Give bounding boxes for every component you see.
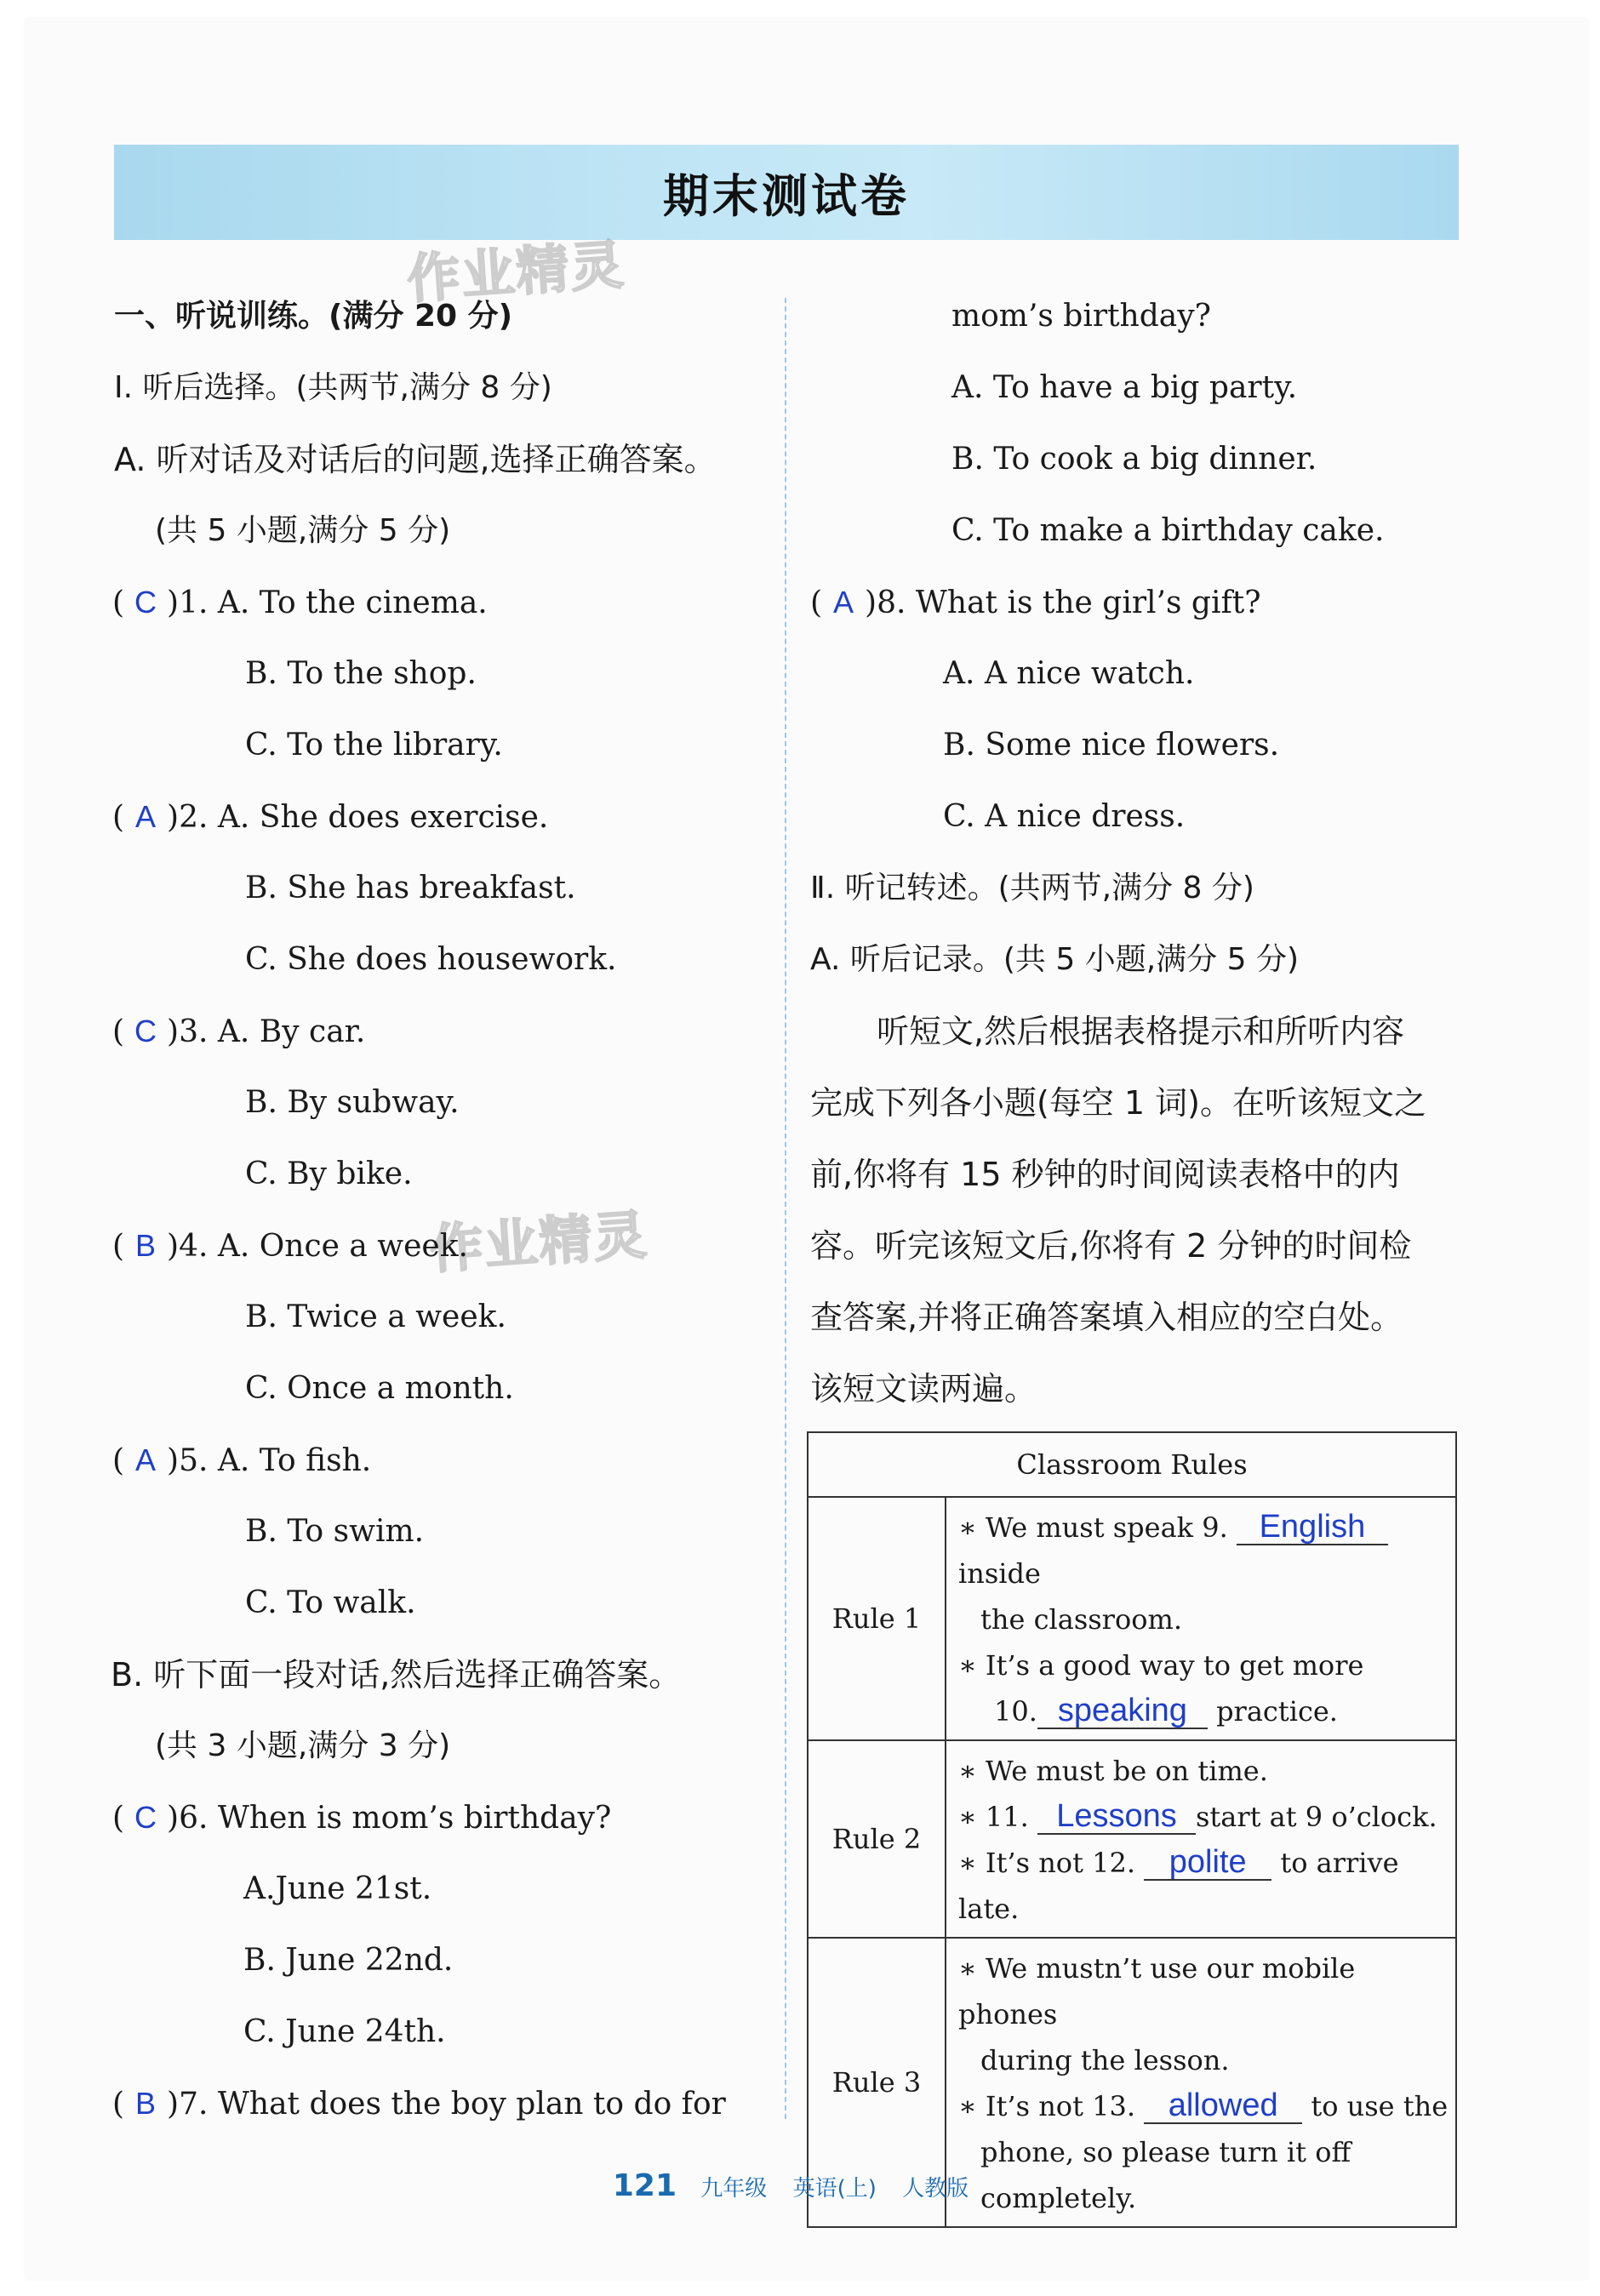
instruction-line: 查答案,并将正确答案填入相应的空白处。: [810, 1299, 1403, 1336]
option: B. To the shop.: [245, 656, 477, 691]
answer-13: allowed: [1144, 2088, 1302, 2124]
instruction-line: 完成下列各小题(每空 1 词)。在听该短文之: [810, 1084, 1426, 1122]
answer-3: C: [134, 1014, 157, 1048]
question-1: ( C )1. A. To the cinema.: [112, 585, 488, 620]
question-7: ( B )7. What does the boy plan to do for: [112, 2086, 726, 2122]
option: B. She has breakfast.: [245, 871, 576, 905]
option: C. Once a month.: [245, 1371, 514, 1406]
option: B. To swim.: [245, 1514, 425, 1549]
column-divider: [785, 298, 786, 2119]
rule-content: ∗ We must speak 9. Englishinside the classroom. ∗ It’s a good way to get more 10. speaking practice.: [946, 1497, 1456, 1740]
option: B. June 22nd.: [243, 1943, 454, 1978]
part2-heading: Ⅱ. 听记转述。(共两节,满分 8 分): [810, 871, 1254, 905]
option: C. She does housework.: [245, 942, 617, 977]
option: A. A nice watch.: [943, 656, 1195, 691]
table-row: [808, 1497, 1456, 1740]
instruction-line: 前,你将有 15 秒钟的时间阅读表格中的内: [810, 1156, 1400, 1193]
answer-7: B: [135, 2086, 157, 2121]
rule-name: Rule 1: [808, 1497, 946, 1740]
answer-11: Lessons: [1037, 1799, 1196, 1835]
answer-9: English: [1237, 1510, 1388, 1545]
rule-content: ∗ We must be on time. ∗ 11. Lessons start at 9 o’clock. ∗ It’s not 12. polite to arrive late.: [946, 1740, 1456, 1938]
question-8: ( A )8. What is the girl’s gift?: [810, 585, 1261, 620]
partB-sub: (共 3 小题,满分 3 分): [155, 1728, 451, 1763]
option: C. A nice dress.: [943, 799, 1186, 834]
instruction-line: 听短文,然后根据表格提示和所听内容: [877, 1013, 1405, 1050]
partA-heading: A. 听对话及对话后的问题,选择正确答案。: [114, 441, 717, 478]
option: C. June 24th.: [243, 2014, 446, 2049]
grade-label: 九年级: [700, 2176, 768, 2202]
page-footer: [0, 2168, 1600, 2203]
table-header-row: [808, 1432, 1456, 1497]
question-3: ( C )3. A. By car.: [112, 1014, 366, 1049]
option: C. To the library.: [245, 728, 503, 762]
option: A.June 21st.: [243, 1871, 432, 1906]
page-title: 期末测试卷: [663, 168, 910, 223]
option: A. To have a big party.: [951, 370, 1298, 405]
answer-5: A: [135, 1442, 157, 1477]
option: C. By bike.: [245, 1157, 413, 1191]
section-heading: 一、听说训练。(满分 20 分): [114, 299, 513, 334]
subject-label: 英语(上): [792, 2176, 877, 2202]
instruction-line: 容。听完该短文后,你将有 2 分钟的时间检: [810, 1227, 1412, 1265]
answer-10: speaking: [1037, 1693, 1208, 1729]
part1-heading: Ⅰ. 听后选择。(共两节,满分 8 分): [114, 370, 552, 405]
question-6: ( C )6. When is mom’s birthday?: [112, 1800, 612, 1836]
answer-2: A: [135, 799, 157, 834]
watermark: 作业精灵: [405, 233, 627, 311]
answer-1: C: [134, 585, 157, 620]
watermark: 作业精灵: [428, 1203, 650, 1281]
question-7-cont: mom’s birthday?: [951, 299, 1211, 334]
answer-8: A: [833, 585, 854, 620]
question-4: ( B )4. A. Once a week.: [112, 1228, 468, 1264]
classroom-rules-table: [807, 1431, 1457, 2228]
part2A-heading: A. 听后记录。(共 5 小题,满分 5 分): [810, 942, 1299, 977]
option: B. By subway.: [245, 1085, 460, 1120]
answer-6: C: [134, 1800, 157, 1835]
rule-name: Rule 3: [808, 1938, 946, 2227]
option: B. Twice a week.: [245, 1299, 506, 1334]
rule-content: ∗ We mustn’t use our mobile phones during the lesson. ∗ It’s not 13. allowed to use the phone, so please turn it off completely.: [946, 1938, 1456, 2227]
option: C. To walk.: [245, 1585, 416, 1620]
edition-label: 人教版: [902, 2176, 969, 2202]
question-2: ( A )2. A. She does exercise.: [112, 799, 549, 835]
rule-name: Rule 2: [808, 1740, 946, 1938]
answer-4: B: [135, 1228, 157, 1263]
option: B. To cook a big dinner.: [951, 442, 1317, 477]
option: C. To make a birthday cake.: [951, 513, 1385, 548]
answer-12: polite: [1144, 1845, 1271, 1881]
partB-heading: B. 听下面一段对话,然后选择正确答案。: [111, 1656, 682, 1693]
table-header: Classroom Rules: [808, 1432, 1456, 1497]
partA-sub: (共 5 小题,满分 5 分): [155, 513, 451, 548]
instruction-line: 该短文读两遍。: [810, 1370, 1037, 1408]
table-row: [808, 1740, 1456, 1938]
option: B. Some nice flowers.: [943, 728, 1280, 762]
page-number: 121: [612, 2168, 677, 2203]
title-banner: [114, 145, 1459, 240]
question-5: ( A )5. A. To fish.: [112, 1442, 372, 1478]
